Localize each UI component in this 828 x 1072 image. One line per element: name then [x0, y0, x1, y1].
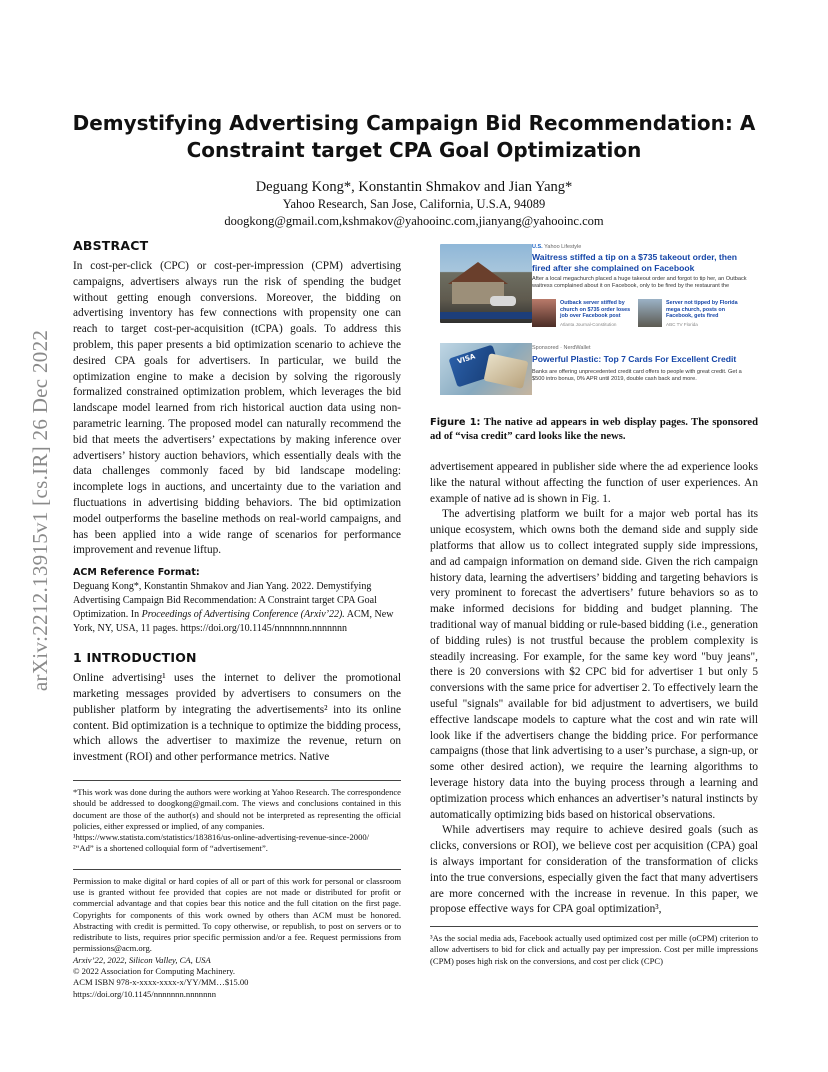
acm-ref-heading: ACM Reference Format: [73, 567, 200, 579]
related-thumb-1 [532, 299, 556, 327]
related-thumb-2 [638, 299, 662, 327]
related-source-2: ABC TV Florida [666, 322, 698, 327]
affiliation: Yahoo Research, San Jose, California, U.S.A, 94089 [282, 197, 546, 211]
arxiv-stamp [14, 290, 68, 730]
intro-heading: 1 INTRODUCTION [73, 650, 197, 666]
ad-sponsored-label: Sponsored [532, 345, 559, 351]
permission-block [73, 869, 401, 1000]
acm-ref-after[interactable]: ACM, New York, NY, USA, 11 pages. https://doi.org/10.1145/nnnnnnn.nnnnnnn [73, 609, 394, 635]
title-line-1: Demystifying Advertising Campaign Bid Recommendation: A [72, 111, 756, 135]
right-column [430, 238, 758, 967]
figure-caption [430, 416, 758, 444]
news-summary: After a local megachurch placed a huge takeout order and forgot to tip her, an Outback waitress complained about it on Facebook, only to be fired by the restaurant the [532, 276, 747, 290]
figure-caption-text: The native ad appears in web display pages. The sponsored ad of “visa credit” card looks like the news. [430, 417, 758, 442]
footnote-3: ³As the social media ads, Facebook actually used optimized cost per mille (oCPM) criterion to allow advertisers to bid for click and actually pay per impression. Cost per mille impressions (CPM) poses high risk on the conversions, and cost per click (CPC) [430, 933, 758, 966]
related-source-1: Atlanta Journal-Constitution [560, 322, 617, 327]
ad-source-line: Sponsored · NerdWallet [532, 345, 591, 351]
ad-summary: Banks are offering unprecedented credit card offers to people with great credit. Get a $500 intro bonus, 0% APR until 2019, double cash back and more. [532, 369, 742, 383]
conference-line: Arxiv’22, 2022, Silicon Valley, CA, USA [73, 954, 211, 965]
title-line-2: Constraint target CPA Goal Optimization [186, 138, 642, 162]
news-tag: U.S. [532, 244, 543, 250]
acm-ref-before: Deguang Kong*, Konstantin Shmakov and Jian Yang. 2022. Demystifying Advertising Campaign Bid Recommendation: A Constraint target CPA Goal Optimization. In [73, 581, 377, 621]
paper-title [70, 110, 758, 164]
abstract-heading: ABSTRACT [73, 238, 149, 253]
news-source: Yahoo Lifestyle [544, 244, 582, 250]
right-body [430, 460, 758, 918]
right-paragraph-3: While advertisers may require to achieve desired goals (such as clicks, conversions or ROI), we believe cost per acquisition (CPA) goal is always important for consideration of the transformation of clicks into the true conversions, especially given the fact that many advertisers are more concerned with the increase in revenue. In this paper, we propose effective ways for CPA goal optimization³, [430, 824, 758, 916]
ad-card-text: VISA [456, 352, 477, 366]
right-paragraph-1: advertisement appeared in publisher side where the ad experience looks like the natural without affecting the function of user experiences. An example of native ad is shown in Fig. 1. [430, 461, 758, 505]
figure-1 [430, 240, 758, 400]
intro-paragraph-1: Online advertising¹ uses the internet to deliver the promotional marketing messages provided by advertisers to consumers on the publisher platform by integrating the advertisements² into its online content. Bid optimization is a technique to optimize the bidding process, which allows the advertiser to maximize the revenue, return on investment (ROI) and other performance metrics. Native [73, 672, 401, 764]
footnote-1[interactable]: ¹https://www.statista.com/statistics/183816/us-online-advertising-revenue-since-2000/ [73, 832, 370, 843]
permission-text: Permission to make digital or hard copies of all or part of this work for personal or classroom use is granted without fee provided that copies are not made or distributed for profit or commercial advantage and that copies bear this notice and the full citation on the first page. Copyrights for components of this work owned by others than ACM must be honored. Abstracting with credit is permitted. To copy otherwise, or republish, to post on servers or to redistribute to lists, requires prior specific permission and/or a fee. Request permissions from permissions@acm.org. [73, 875, 401, 954]
news-headline[interactable]: Waitress stiffed a tip on a $735 takeout order, then fired after she complained on Facebook [532, 252, 738, 273]
right-paragraph-2: The advertising platform we built for a major web portal has its unique ecosystem, which owns both the demand side and supply side platforms that allow us to collect integrated supply side impressions, and ad campaign information on demand side. Given the rich campaign history data, learning the advertisers’ bidding and targeting behaviors is very prominent to forecast the advertisers’ future behaviors so as to make informed decisions for bidding and budget planning. The traditional way of manual bidding or rule-based bidding (i.e., generation of bidding rules) is not trustful because the problem complexity is steadily increasing. For example, for the same key word "buy jeans", there is 20 conversions with $2 CPC bid for advertiser 1 but only 5 conversions with the same price for advertiser 2. To effectively learn the useful "signals" available for bid adjustment to advertisers, we build effective landscape models to capture what the cost and win rate will look like if the advertisers change the bidding price. For performance campaigns (those that link advertising to a user’s purchase, a sign-up, or some other desired action), we require the learning algorithms to leverage history data into the buying process through a learning and optimization process which enhances an advertiser’s natural instincts by automatically optimizing bids based on historical observations. [430, 508, 758, 821]
isbn-line: ACM ISBN 978-x-xxxx-xxxx-x/YY/MM…$15.00 [73, 977, 249, 988]
abstract-text: In cost-per-click (CPC) or cost-per-impression (CPM) advertising campaigns, advertisers always run the risk of spending the budget without getting enough conversions. Moreover, the bidding on advertising inventory has few connections with propensity one can reach to target cost-per-acquisition (tCPA) goals. To address this problem, this paper presents a bid optimization scenario to achieve the desired CPA goals for advertisers. In particular, we build the optimization engine to make a decision by solving the rigorously formalized constrained optimization problem, which leverages the bid landscape model learned from rich historical auction data using non-parametric learning. The proposed model can naturally recommend the bid that meets the advertisers’ expectations by making inference over advertisers’ history auction behaviors, which essentially deals with the data challenges commonly faced by bid landscape modeling: incomplete logs in auctions, and uncertainty due to the variation and fluctuations in advertising bidding behaviors. The bid optimization model outperforms the baseline methods on real-world campaigns, and has been applied into a wide range of scenarios for performance improvement and revenue liftup. [73, 260, 401, 557]
right-footnotes [430, 926, 758, 967]
acm-ref-text [73, 580, 401, 636]
related-headline-2[interactable]: Server not tipped by Florida mega church, posts on Facebook, gets fired [666, 300, 738, 320]
related-headline-1[interactable]: Outback server stiffed by church on $735 order loses job over Facebook post [560, 300, 631, 320]
ad-source: NerdWallet [563, 345, 591, 351]
footnote-star: *This work was done during the authors were working at Yahoo Research. The correspondence should be addressed to doogkong@gmail.com. The views and conclusions contained in this document are those of the author(s) and should not be interpreted as representing the official policies, either expressed or implied, of any companies. [73, 786, 401, 831]
arxiv-id[interactable]: arXiv:2212.13915v1 [cs.IR] 26 Dec 2022 [28, 329, 53, 691]
doi-line[interactable]: https://doi.org/10.1145/nnnnnnn.nnnnnnn [73, 988, 216, 999]
acm-ref-venue: Proceedings of Advertising Conference (Arxiv’22). [141, 609, 345, 621]
news-photo [440, 244, 532, 323]
ad-headline[interactable]: Powerful Plastic: Top 7 Cards For Excellent Credit [532, 354, 737, 364]
copyright-line: © 2022 Association for Computing Machinery. [73, 966, 236, 977]
authors: Deguang Kong*, Konstantin Shmakov and Jian Yang* [255, 179, 573, 195]
news-source-line [532, 244, 581, 250]
emails: doogkong@gmail.com,kshmakov@yahooinc.com,jianyang@yahooinc.com [224, 214, 604, 228]
ad-photo [440, 343, 532, 395]
footnote-2: ²“Ad” is a shortened colloquial form of “advertisement”. [73, 843, 268, 854]
affiliation-block [70, 196, 758, 230]
footnotes [73, 780, 401, 855]
left-column [73, 238, 401, 1000]
figure-label: Figure 1: [430, 417, 481, 428]
